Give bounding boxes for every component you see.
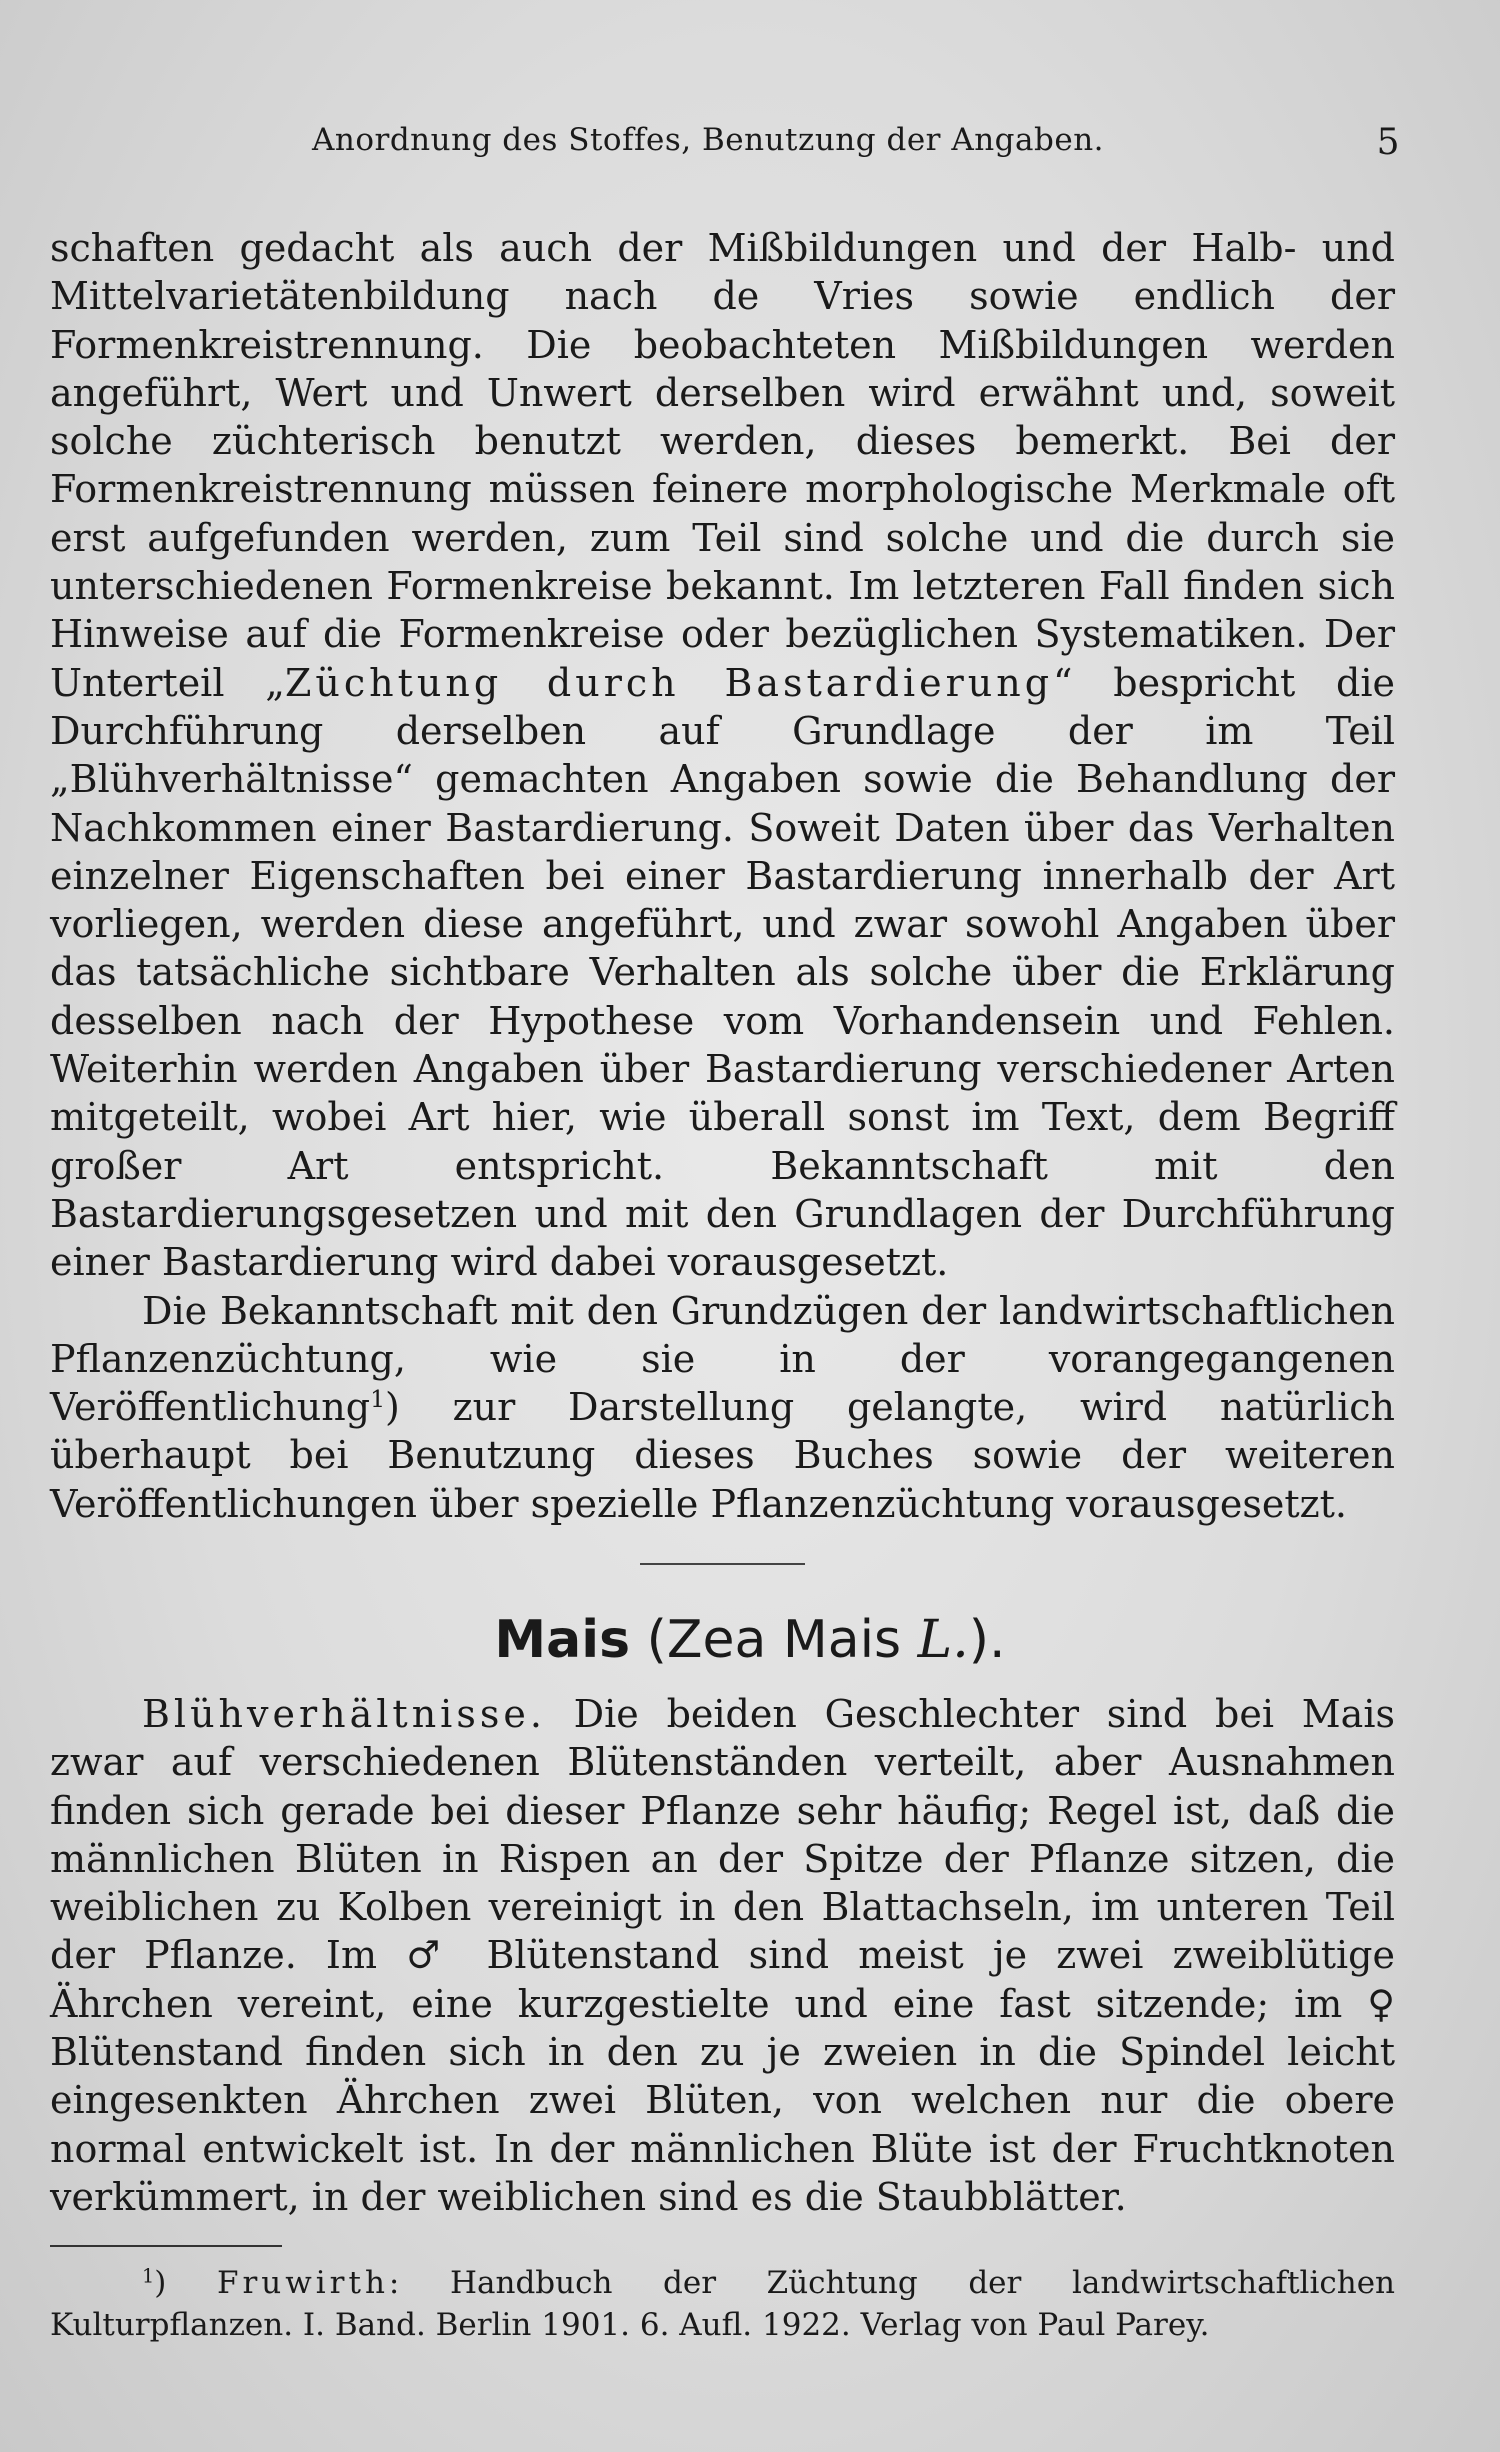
section-separator [640,1563,805,1565]
page-number: 5 [1376,122,1400,163]
page-header [312,122,1400,172]
intro-text-block [50,224,1395,1528]
footnote [50,2262,1395,2346]
spaced-term: Züchtung durch Bastardierung [284,660,1054,705]
footnote-marker: 1 [142,2264,155,2288]
paragraph [50,1690,1395,2221]
footnote-marker-close: ) [154,2265,217,2301]
paragraph-continuation [50,224,1395,1287]
footnote-body: : Handbuch der Züchtung der landwirtschaftlichen Kulturpflanzen. I. Band. Berlin 1901. 6. Aufl. 1922. Verlag von Paul Parey. [50,2265,1396,2343]
paragraph [50,1287,1395,1528]
running-title: Anordnung des Stoffes, Benutzung der Angaben. [312,122,1105,158]
footnote-author: Fruwirth [216,2265,389,2301]
section-title-main: Mais [494,1610,631,1670]
section-title-close: ). [968,1610,1006,1670]
paragraph-text: ) zur Darstellung gelangte, wird natürlich überhaupt bei Benutzung dieses Buches sowie der weiteren Veröffentlichungen über spezielle Pflanzenzüchtung vorausgesetzt. [50,1385,1395,1526]
paragraph-text: schaften gedacht als auch der Mißbildungen und der Halb- und Mittelvarietätenbildung nach de Vries sowie endlich der Formenkreistrennung. Die beobachteten Mißbildungen werden angeführt, Wert und Unwert derselben wird erwähnt und, soweit solche züchterisch benutzt werden, dieses bemerkt. Bei der Formenkreistrennung müssen feinere morphologische Merkmale oft erst aufgefunden werden, zum Teil sind solche und die durch sie unterschiedenen Formenkreise bekannt. Im letzteren Fall finden sich Hinweise auf die Formenkreise oder bezüglichen Systematiken. Der Unterteil „ [50,226,1395,705]
paragraph-text: Die beiden Geschlechter sind bei Mais zwar auf verschiedenen Blütenständen verteilt, aber Ausnahmen finden sich gerade bei dieser Pflanze sehr häufig; Regel ist, daß die männlichen Blüten in Rispen an der Spitze der Pflanze sitzen, die weiblichen zu Kolben vereinigt in den Blattachseln, im unteren Teil der Pflanze. Im ♂ Blütenstand sind meist je zwei zweiblütige Ährchen vereint, eine kurzgestielte und eine fast sitzende; im ♀ Blütenstand finden sich in den zu je zweien in die Spindel leicht eingesenkten Ährchen zwei Blüten, von welchen nur die obere normal entwickelt ist. In der männlichen Blüte ist der Fruchtknoten verkümmert, in der weiblichen sind es die Staubblätter. [50,1692,1395,2219]
section-text-block [50,1690,1395,2221]
footnote-reference: 1 [370,1385,386,1414]
section-title-open: (Zea Mais [630,1610,918,1670]
section-title [0,1610,1500,1670]
paragraph-text: Die Bekanntschaft mit den Grundzügen der landwirtschaftlichen Pflanzenzüchtung, wie sie in der vorangegangenen Veröffentlichung [50,1288,1395,1430]
section-title-author: L. [917,1610,969,1670]
footnote-rule [50,2245,282,2247]
subsection-heading: Blühverhältnisse. [142,1692,546,1736]
footnote-text [50,2262,1395,2346]
paragraph-text: “ bespricht die Durchführung derselben auf Grundlage der im Teil „Blühverhältnisse“ gemachten Angaben sowie die Behandlung der Nachkommen einer Bastardierung. Soweit Daten über das Verhalten einzelner Eigenschaften bei einer Bastardierung innerhalb der Art vorliegen, werden diese angeführt, und zwar sowohl Angaben über das tatsächliche sichtbare Verhalten als solche über die Erklärung desselben nach der Hypothese vom Vorhandensein und Fehlen. Weiterhin werden Angaben über Bastardierung verschiedener Arten mitgeteilt, wobei Art hier, wie überall sonst im Text, dem Begriff großer Art entspricht. Bekanntschaft mit den Bastardierungsgesetzen und mit den Grundlagen der Durchführung einer Bastardierung wird dabei vorausgesetzt. [50,660,1395,1285]
